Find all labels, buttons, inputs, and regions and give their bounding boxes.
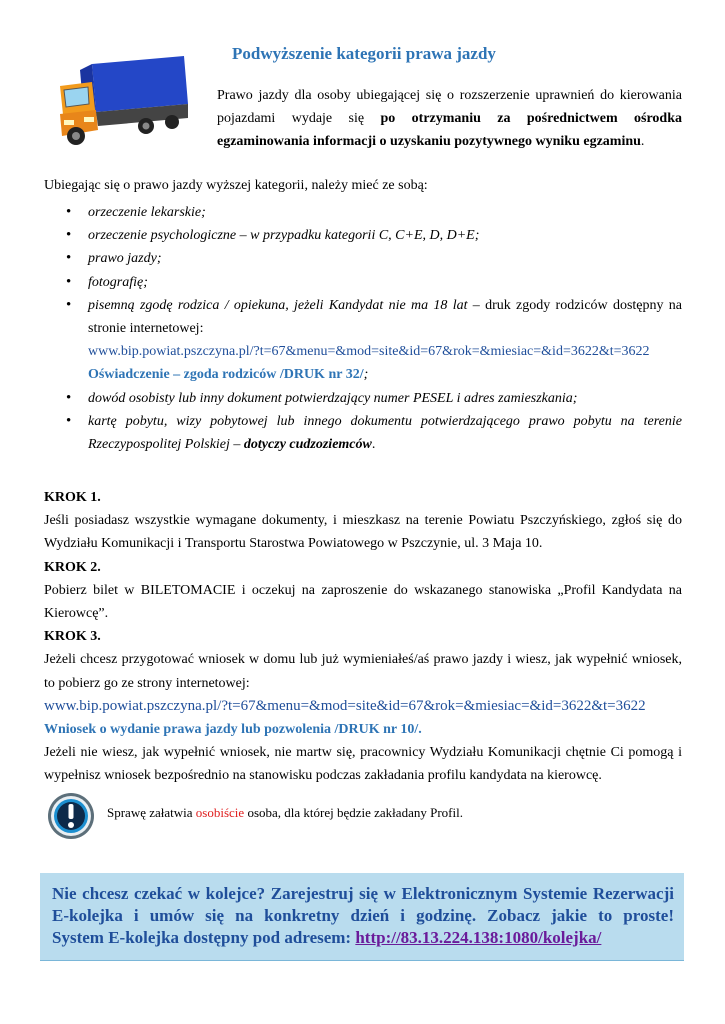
list-item: • dowód osobisty lub inny dokument potwierdzający numer PESEL i adres zamieszkania;	[88, 387, 682, 410]
exclamation-icon	[47, 792, 95, 840]
list-item: • orzeczenie psychologiczne – w przypadku kategorii C, C+E, D, D+E;	[88, 224, 682, 247]
druk-32-link[interactable]: Oświadczenie – zgoda rodziców /DRUK nr 32/	[88, 367, 364, 383]
step-3-heading: KROK 3.	[44, 629, 101, 645]
druk-10-link[interactable]: Wniosek o wydanie prawa jazdy lub pozwolenia /DRUK nr 10/.	[44, 722, 422, 738]
requirements-list	[88, 201, 682, 456]
step-3-more: Jeżeli nie wiesz, jak wypełnić wniosek, nie martw się, pracownicy Wydziału Komunikacji chętnie Ci pomogą i wypełnisz wniosek bezpośrednio na stanowisku podczas zakładania profilu kandydata na kierowcę.	[44, 745, 682, 784]
intro-paragraph: Prawo jazdy dla osoby ubiegającej się o rozszerzenie uprawnień do kierowania pojazdami wydaje się po otrzymaniu za pośrednictwem ośrodka egzaminowania informacji o uzyskaniu pozytywnego wyniku egzaminu.	[217, 88, 682, 149]
page-title: Podwyższenie kategorii prawa jazdy	[232, 44, 496, 63]
step-1-text: Jeśli posiadasz wszystkie wymagane dokumenty, i mieszkasz na terenie Powiatu Pszczyńskiego, zgłoś się do Wydziału Komunikacji i Transportu Starostwa Powiatowego w Pszczynie, ul. 3 Maja 10.	[44, 513, 682, 552]
truck-icon	[54, 54, 194, 154]
e-queue-link[interactable]: http://83.13.224.138:1080/kolejka/	[355, 928, 602, 947]
e-queue-banner: Nie chcesz czekać w kolejce? Zarejestruj się w Elektronicznym Systemie Rezerwacji E-kolejka i umów się na konkretny dzień i godzinę. Zobacz jakie to proste! System E-kolejka dostępny pod adresem: http://83.13.224.138:1080/kolejka/	[40, 873, 684, 961]
list-item: • kartę pobytu, wizy pobytowej lub innego dokumentu potwierdzającego prawo pobytu na terenie Rzeczypospolitej Polskiej – dotyczy cudzoziemców.	[88, 410, 682, 456]
steps-section	[44, 486, 682, 788]
list-item: • fotografię;	[88, 271, 682, 294]
intro-bold: po otrzymaniu za pośrednictwem ośrodka egzaminowania informacji o uzyskaniu pozytywnego wyniku egzaminu	[217, 111, 682, 149]
step-2-heading: KROK 2.	[44, 559, 101, 575]
step-3-text: Jeżeli chcesz przygotować wniosek w domu lub już wymieniałeś/aś prawo jazdy i wiesz, jak wypełnić wniosek, to pobierz go ze strony internetowej:	[44, 652, 682, 691]
list-item: • orzeczenie lekarskie;	[88, 201, 682, 224]
step-2-text: Pobierz bilet w BILETOMACIE i oczekuj na zaproszenie do wskazanego stanowiska „Profil Kandydata na Kierowcę”.	[44, 582, 682, 622]
list-item: • prawo jazdy;	[88, 247, 682, 270]
note-text: Sprawę załatwia osobiście osoba, dla której będzie zakładany Profil.	[107, 805, 463, 820]
list-item: • pisemną zgodę rodzica / opiekuna, jeżeli Kandydat nie ma 18 lat – druk zgody rodziców dostępny na stronie internetowej: www.bip.powiat.pszczyna.pl/?t=67&menu=&mod=site&id=67&rok=&miesiac=&id=3622&t=3622 Oświadczenie – zgoda rodziców /DRUK nr 32/;	[88, 294, 682, 387]
bip-link-2[interactable]: www.bip.powiat.pszczyna.pl/?t=67&menu=&mod=site&id=67&rok=&miesiac=&id=3622&t=3622	[44, 697, 646, 714]
bip-link[interactable]: www.bip.powiat.pszczyna.pl/?t=67&menu=&mod=site&id=67&rok=&miesiac=&id=3622&t=3622	[88, 344, 650, 360]
requirements-lead: Ubiegając się o prawo jazdy wyższej kategorii, należy mieć ze sobą:	[44, 178, 428, 193]
step-1-heading: KROK 1.	[44, 490, 101, 505]
